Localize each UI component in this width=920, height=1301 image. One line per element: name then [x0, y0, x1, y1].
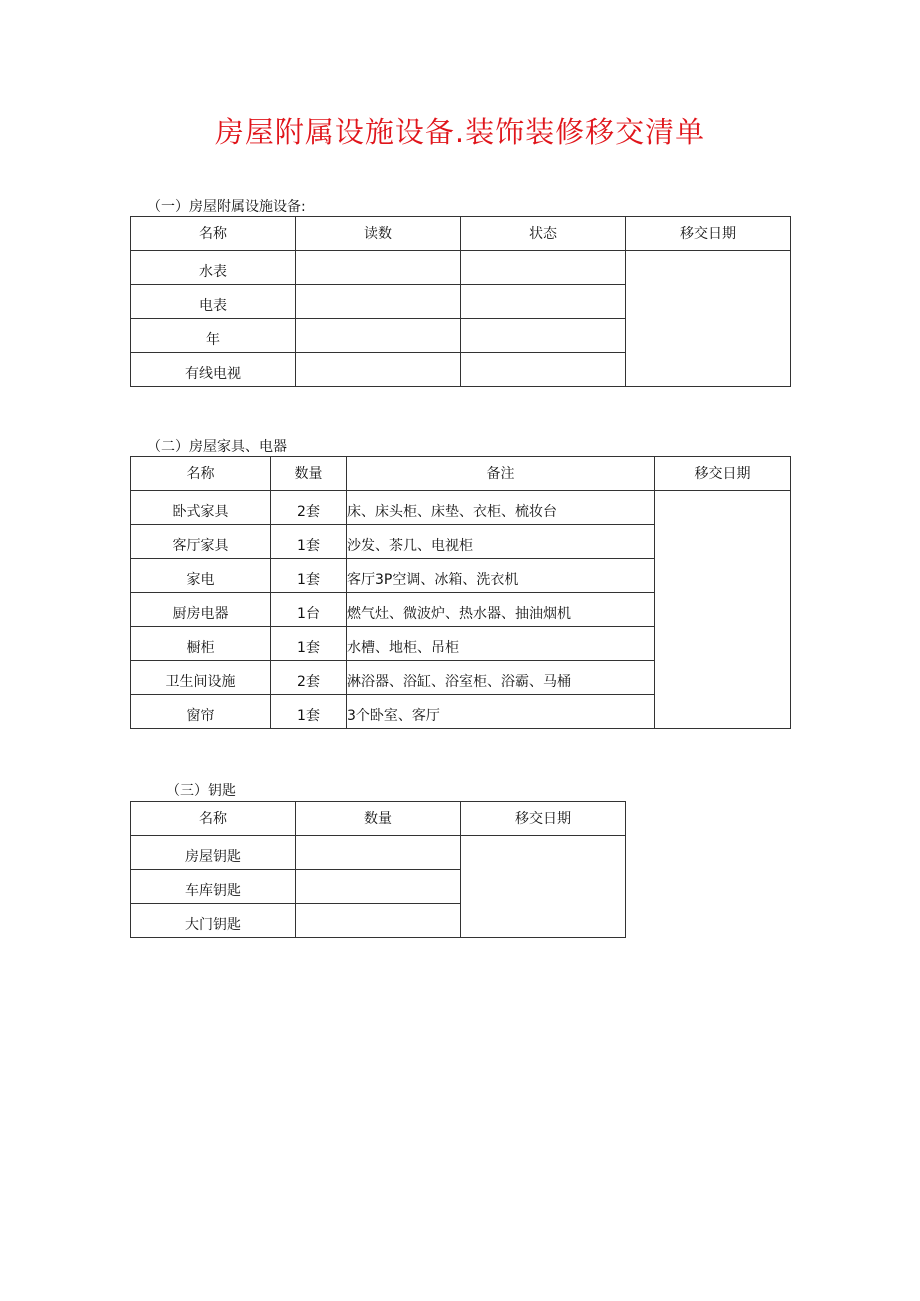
item-name: 窗帘 — [131, 695, 271, 729]
item-name: 房屋钥匙 — [131, 836, 296, 870]
item-name: 卧式家具 — [131, 491, 271, 525]
furniture-table — [130, 456, 791, 729]
col-header-note: 备注 — [347, 457, 655, 491]
item-name: 厨房电器 — [131, 593, 271, 627]
status-cell[interactable] — [461, 353, 626, 387]
keys-table — [130, 801, 626, 938]
handover-date-cell[interactable] — [461, 836, 626, 938]
item-name: 大门钥匙 — [131, 904, 296, 938]
item-name: 客厅家具 — [131, 525, 271, 559]
item-qty: 1套 — [271, 627, 347, 661]
item-name: 橱柜 — [131, 627, 271, 661]
table-row — [131, 491, 791, 525]
col-header-date: 移交日期 — [461, 802, 626, 836]
qty-cell[interactable] — [296, 836, 461, 870]
col-header-status: 状态 — [461, 217, 626, 251]
status-cell[interactable] — [461, 251, 626, 285]
col-header-name: 名称 — [131, 802, 296, 836]
item-name: 电表 — [131, 285, 296, 319]
item-name: 年 — [131, 319, 296, 353]
item-qty: 1套 — [271, 695, 347, 729]
section3-label: （三）钥匙 — [166, 783, 236, 799]
document-title: 房屋附属设施设备.装饰装修移交清单 — [214, 115, 706, 149]
handover-date-cell[interactable] — [655, 491, 791, 729]
item-note: 燃气灶、微波炉、热水器、抽油烟机 — [347, 593, 655, 627]
item-note: 客厅3P空调、冰箱、洗衣机 — [347, 559, 655, 593]
table-header-row — [131, 217, 791, 251]
facilities-table — [130, 216, 791, 387]
item-name: 家电 — [131, 559, 271, 593]
col-header-date: 移交日期 — [626, 217, 791, 251]
item-qty: 1套 — [271, 525, 347, 559]
table-header-row — [131, 802, 626, 836]
item-name: 卫生间设施 — [131, 661, 271, 695]
item-name: 水表 — [131, 251, 296, 285]
col-header-reading: 读数 — [296, 217, 461, 251]
item-note: 3个卧室、客厅 — [347, 695, 655, 729]
section2-label: （二）房屋家具、电器 — [147, 439, 287, 455]
col-header-name: 名称 — [131, 457, 271, 491]
col-header-qty: 数量 — [271, 457, 347, 491]
reading-cell[interactable] — [296, 251, 461, 285]
qty-cell[interactable] — [296, 870, 461, 904]
qty-cell[interactable] — [296, 904, 461, 938]
col-header-date: 移交日期 — [655, 457, 791, 491]
item-note: 床、床头柜、床垫、衣柜、梳妆台 — [347, 491, 655, 525]
status-cell[interactable] — [461, 319, 626, 353]
reading-cell[interactable] — [296, 353, 461, 387]
status-cell[interactable] — [461, 285, 626, 319]
table-row — [131, 836, 626, 870]
table-row — [131, 251, 791, 285]
handover-date-cell[interactable] — [626, 251, 791, 387]
col-header-qty: 数量 — [296, 802, 461, 836]
col-header-name: 名称 — [131, 217, 296, 251]
item-qty: 1台 — [271, 593, 347, 627]
table-header-row — [131, 457, 791, 491]
item-note: 沙发、茶几、电视柜 — [347, 525, 655, 559]
item-name: 有线电视 — [131, 353, 296, 387]
item-note: 淋浴器、浴缸、浴室柜、浴霸、马桶 — [347, 661, 655, 695]
reading-cell[interactable] — [296, 285, 461, 319]
item-qty: 1套 — [271, 559, 347, 593]
section1-label: （一）房屋附属设施设备: — [147, 199, 306, 215]
item-qty: 2套 — [271, 491, 347, 525]
item-qty: 2套 — [271, 661, 347, 695]
item-note: 水槽、地柜、吊柜 — [347, 627, 655, 661]
item-name: 车库钥匙 — [131, 870, 296, 904]
reading-cell[interactable] — [296, 319, 461, 353]
